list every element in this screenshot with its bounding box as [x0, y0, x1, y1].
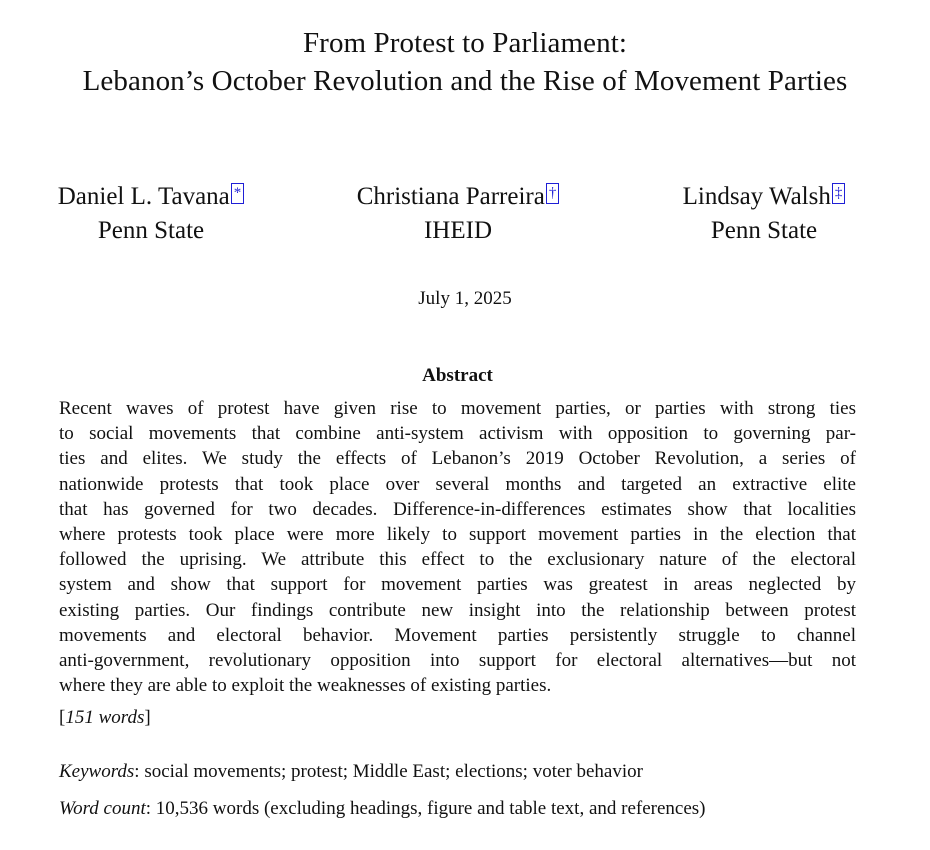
author-name: Christiana Parreira	[356, 183, 545, 210]
abstract-line: followed the uprising. We attribute this effect to the exclusionary nature of the electoral	[59, 549, 856, 571]
abstract-heading: Abstract	[422, 365, 493, 386]
abstract-line: existing parties. Our findings contribute new insight into the relationship between protest	[59, 599, 856, 621]
author-name: Lindsay Walsh	[682, 183, 831, 210]
publication-date: July 1, 2025	[418, 288, 512, 309]
footnote-link[interactable]: ‡	[832, 183, 846, 204]
bracket-close: ]	[144, 707, 151, 728]
word-count-label: Word count	[59, 798, 146, 819]
abstract-word-count	[59, 707, 151, 729]
word-count-value: 10,536 words (excluding headings, figure and table text, and references)	[155, 798, 706, 819]
word-count-line	[59, 798, 706, 820]
keywords-label: Keywords	[59, 761, 135, 782]
abstract-line: ties and elites. We study the effects of Lebanon’s 2019 October Revolution, a series of	[59, 448, 856, 470]
author-affiliation: IHEID	[423, 217, 493, 244]
bracket-open: [	[59, 707, 66, 728]
word-count-separator: :	[145, 798, 152, 819]
abstract-line: where protests took place were more likely to support movement parties in the election that	[59, 524, 856, 546]
abstract-line: Recent waves of protest have given rise to movement parties, or parties with strong ties	[59, 398, 856, 419]
abstract-line: that has governed for two decades. Difference-in-differences estimates show that localities	[59, 498, 856, 520]
abstract-line: nationwide protests that took place over several months and targeted an extractive elite	[59, 473, 856, 495]
keywords-line	[59, 761, 643, 783]
abstract-line: system and show that support for movement parties was greatest in areas neglected by	[59, 574, 856, 596]
footnote-link[interactable]: †	[546, 183, 560, 204]
author-block-walsh	[672, 180, 856, 248]
abstract-line: movements and electoral behavior. Movement parties persistently struggle to channel	[59, 624, 856, 646]
keywords-separator: :	[134, 761, 140, 782]
abstract-text	[59, 396, 856, 698]
abstract-line: to social movements that combine anti-system activism with opposition to governing par-	[59, 423, 856, 445]
title-line-2: Lebanon’s October Revolution and the Rise of Movement Parties	[82, 65, 848, 97]
title-line-1: From Protest to Parliament:	[302, 27, 628, 59]
author-block-tavana	[44, 180, 258, 248]
abstract-line: where they are able to exploit the weaknesses of existing parties.	[59, 675, 552, 697]
author-affiliation: Penn State	[97, 217, 205, 244]
author-name: Daniel L. Tavana	[57, 183, 230, 210]
author-block-parreira	[340, 180, 576, 248]
paper-title	[0, 24, 930, 100]
abstract-line: anti-government, revolutionary opposition into support for electoral alternatives—but not	[59, 650, 856, 672]
footnote-link[interactable]: *	[231, 183, 245, 204]
author-affiliation: Penn State	[710, 217, 818, 244]
keywords-value: social movements; protest; Middle East; elections; voter behavior	[144, 761, 643, 782]
abstract-word-count-value: 151 words	[65, 707, 145, 728]
